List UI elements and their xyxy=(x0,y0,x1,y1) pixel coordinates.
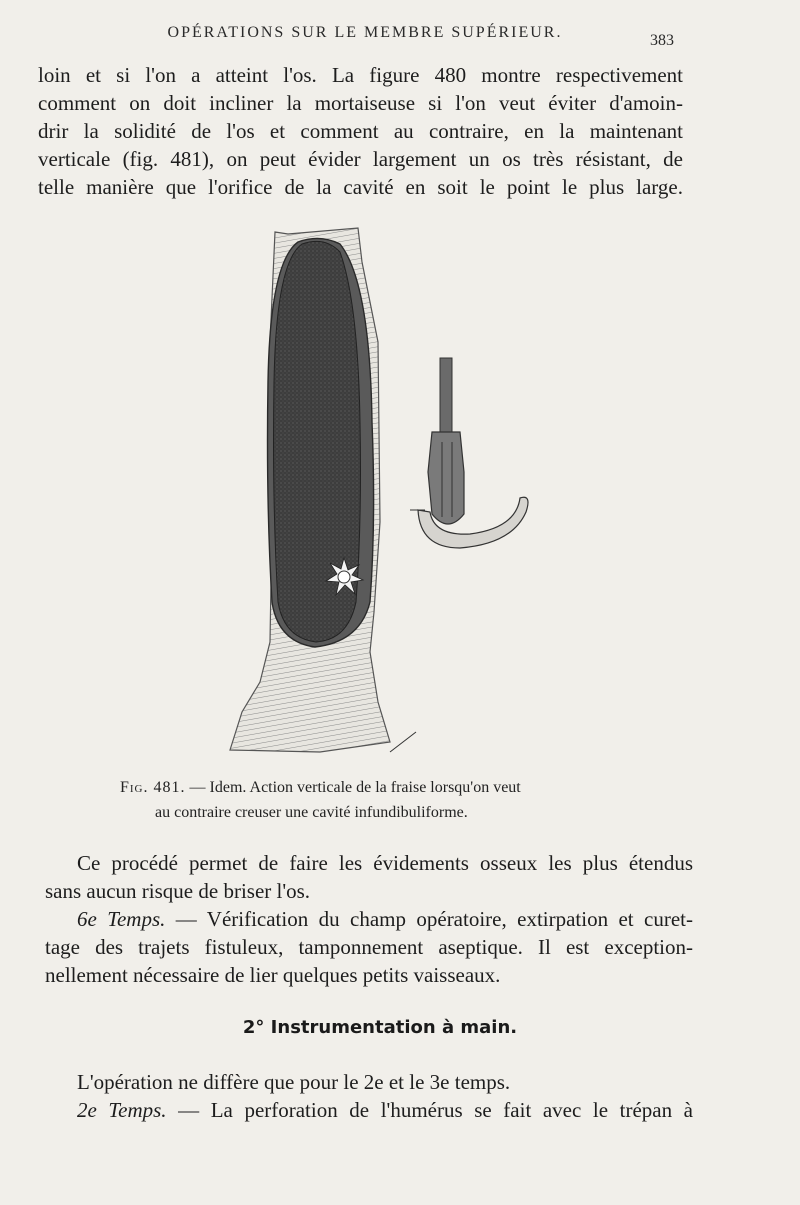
paragraph-body xyxy=(45,1068,693,1124)
text-line: verticale (fig. 481), on peut évider largement un os très résistant, de xyxy=(38,147,683,171)
paragraph-body xyxy=(45,849,693,989)
paragraph-intro xyxy=(38,61,683,201)
step-label: 2e Temps. xyxy=(77,1098,167,1122)
text-line: comment on doit incliner la mortaiseuse si l'on veut éviter d'amoin- xyxy=(38,91,683,115)
text-line: Ce procédé permet de faire les évidements osseux les plus étendus xyxy=(77,851,693,875)
caption-text: — Idem. Action verticale de la fraise lorsqu'on veut xyxy=(185,779,521,796)
text-line: L'opération ne diffère que pour le 2e et le 3e temps. xyxy=(77,1070,511,1094)
text-line: drir la solidité de l'os et comment au contraire, en la maintenant xyxy=(38,119,683,143)
text-line: nellement nécessaire de lier quelques petits vaisseaux. xyxy=(45,963,501,987)
text-line: sans aucun risque de briser l'os. xyxy=(45,879,311,903)
running-head: OPÉRATIONS SUR LE MEMBRE SUPÉRIEUR. xyxy=(167,24,563,41)
page-number: 383 xyxy=(650,32,674,49)
text-line: — Vérification du champ opératoire, extirpation et curet- xyxy=(165,907,693,931)
text-line: tage des trajets fistuleux, tamponnement aseptique. Il est exception- xyxy=(45,935,693,959)
figure-label: Fig. 481. xyxy=(120,779,186,796)
drill-tool-icon xyxy=(410,358,528,548)
bone-cavity-illustration xyxy=(220,222,540,762)
text-line: loin et si l'on a atteint l'os. La figure 480 montre respectivement xyxy=(38,63,683,87)
text-line: telle manière que l'orifice de la cavité en soit le point le plus large. xyxy=(38,175,683,199)
step-label: 6e Temps. xyxy=(77,907,166,931)
section-heading: 2° Instrumentation à main. xyxy=(242,1017,518,1038)
figure-caption xyxy=(120,775,620,825)
text-line: — La perforation de l'humérus se fait avec le trépan à xyxy=(166,1098,693,1122)
caption-text: au contraire creuser une cavité infundibuliforme. xyxy=(155,804,468,821)
